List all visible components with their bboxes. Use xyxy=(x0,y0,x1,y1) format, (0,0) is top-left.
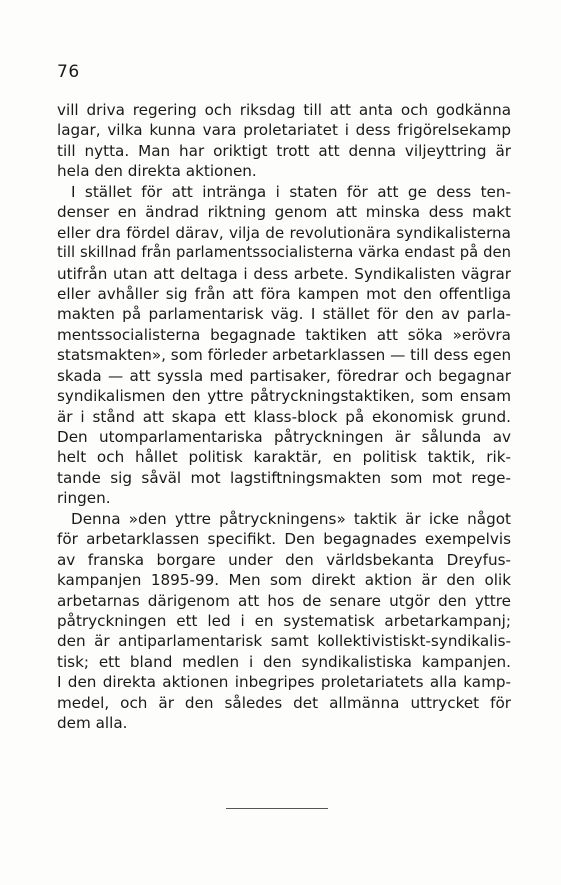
text-line: mentssocialisterna begagnade taktiken att söka »erövra xyxy=(57,325,511,344)
text-line: vill driva regering och riksdag till att anta och godkänna xyxy=(57,101,511,119)
text-line: I den direkta aktionen inbegripes proletariatets alla kamp- xyxy=(57,673,511,692)
text-line: kampanjen 1895-99. Men som direkt aktion är den olik xyxy=(57,571,511,590)
text-line: eller dra fördel därav, vilja de revolutionära syndikalisterna xyxy=(57,223,511,242)
text-line: den är antiparlamentarisk samt kollektivistiskt-syndikalis- xyxy=(57,632,511,651)
text-line: skada — att syssla med partisaker, föredrar och begagnar xyxy=(57,366,511,385)
text-line: ringen. xyxy=(57,489,111,508)
section-divider xyxy=(226,808,328,809)
text-line: makten på parlamentarisk väg. I stället för den av parla- xyxy=(57,305,511,324)
text-line: tisk; ett bland medlen i den syndikalistiska kampanjen. xyxy=(57,652,511,671)
text-line: utifrån utan att deltaga i dess arbete. Syndikalisten vägrar xyxy=(57,264,511,283)
text-line: är i stånd att skapa ett klass-block på ekonomisk grund. xyxy=(57,407,511,426)
text-line: Den utomparlamentariska påtryckningen är sålunda av xyxy=(57,428,511,446)
text-line: tande sig såväl mot lagstiftningsmakten som mot rege- xyxy=(57,468,511,487)
text-line: hela den direkta aktionen. xyxy=(57,162,257,181)
text-line: I stället för att intränga i staten för att ge dess ten- xyxy=(71,182,511,201)
text-line: till skillnad från parlamentssocialisterna värka endast på den xyxy=(57,244,511,262)
text-line: för arbetarklassen specifikt. Den begagnades exempelvis xyxy=(57,530,511,549)
text-line: denser en ändrad riktning genom att minska dess makt xyxy=(57,203,511,222)
body-text xyxy=(57,100,511,734)
text-line: dem alla. xyxy=(57,714,128,733)
text-line: eller avhåller sig från att föra kampen mot den offentliga xyxy=(57,284,511,303)
text-line: medel, och är den således det allmänna uttrycket för xyxy=(57,693,511,712)
text-line: lagar, vilka kunna vara proletariatet i dess frigörelsekamp xyxy=(57,121,511,140)
text-line: påtryckningen ett led i en systematisk arbetarkampanj; xyxy=(57,611,511,630)
text-line: till nytta. Man har oriktigt trott att denna viljeyttring är xyxy=(57,141,511,160)
text-line: Denna »den yttre påtryckningens» taktik är icke något xyxy=(71,509,511,528)
page-number: 76 xyxy=(57,62,80,82)
text-line: av franska borgare under den världsbekanta Dreyfus- xyxy=(57,550,511,569)
text-line: arbetarnas därigenom att hos de senare utgör den yttre xyxy=(57,591,511,610)
text-line: helt och hållet politisk karaktär, en politisk taktik, rik- xyxy=(57,448,511,467)
text-line: statsmakten», som förleder arbetarklassen — till dess egen xyxy=(57,346,512,365)
text-line: syndikalismen den yttre påtryckningstaktiken, som ensam xyxy=(57,387,511,406)
